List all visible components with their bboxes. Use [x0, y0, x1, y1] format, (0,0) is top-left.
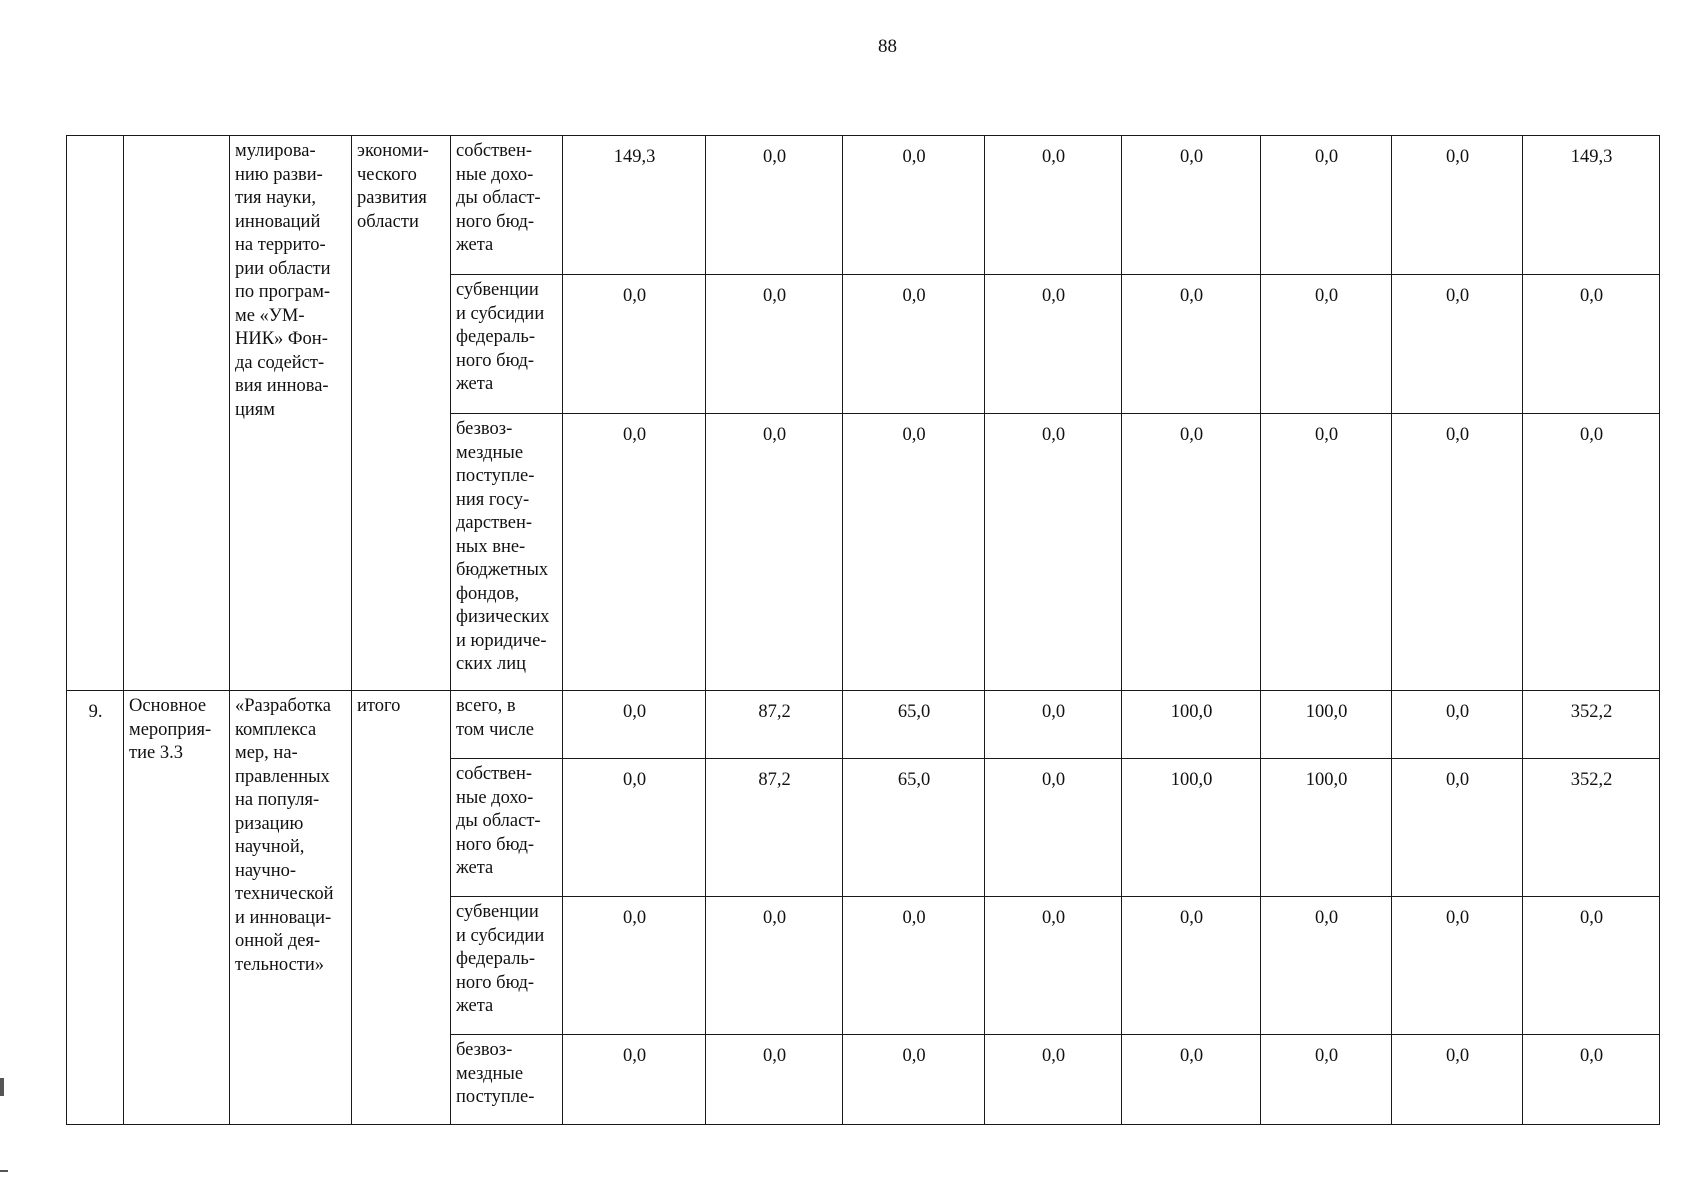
value-cell: 0,0	[563, 414, 706, 691]
value-cell: 0,0	[1122, 136, 1261, 275]
value-cell: 0,0	[843, 1035, 985, 1125]
table-body	[67, 136, 1660, 1125]
value-cell: 100,0	[1122, 691, 1261, 759]
value-cell: 0,0	[1392, 691, 1523, 759]
value-cell: 0,0	[706, 897, 843, 1035]
value-cell: 0,0	[843, 897, 985, 1035]
total-value-cell: 149,3	[1523, 136, 1660, 275]
value-cell: 0,0	[706, 414, 843, 691]
funding-source-cell: субвенции и субсидии федераль- ного бюд- жета	[451, 275, 563, 414]
value-cell: 0,0	[563, 759, 706, 897]
measure-name-cell: мулирова- нию разви- тия науки, инноваций на террито- рии области по програм- ме «УМ- НИК» Фон- да содейст- вия иннова- циям	[230, 136, 352, 691]
value-cell: 0,0	[843, 136, 985, 275]
value-cell: 100,0	[1261, 691, 1392, 759]
value-cell: 0,0	[1261, 414, 1392, 691]
executor-cell: экономи- ческого развития области	[352, 136, 451, 691]
value-cell: 0,0	[1122, 1035, 1261, 1125]
value-cell: 0,0	[1392, 759, 1523, 897]
value-cell: 0,0	[1261, 136, 1392, 275]
measure-type-cell: Основное мероприя- тие 3.3	[124, 691, 230, 1125]
table-row	[67, 691, 1660, 759]
value-cell: 0,0	[706, 136, 843, 275]
executor-cell: итого	[352, 691, 451, 1125]
value-cell: 0,0	[563, 275, 706, 414]
value-cell: 0,0	[985, 691, 1122, 759]
value-cell: 0,0	[1261, 1035, 1392, 1125]
scan-mark	[0, 1170, 8, 1172]
page-number: 88	[878, 36, 897, 57]
budget-table	[66, 135, 1660, 1125]
value-cell: 0,0	[706, 275, 843, 414]
index-cell	[67, 136, 124, 691]
value-cell: 0,0	[1392, 414, 1523, 691]
total-value-cell: 0,0	[1523, 1035, 1660, 1125]
value-cell: 0,0	[1392, 275, 1523, 414]
table-row	[67, 136, 1660, 275]
value-cell: 0,0	[985, 136, 1122, 275]
value-cell: 0,0	[1392, 897, 1523, 1035]
value-cell: 65,0	[843, 759, 985, 897]
total-value-cell: 0,0	[1523, 897, 1660, 1035]
value-cell: 0,0	[563, 691, 706, 759]
value-cell: 0,0	[843, 414, 985, 691]
scan-mark	[0, 1078, 4, 1096]
funding-source-cell: безвоз- мездные поступле- ния госу- дарствен- ных вне- бюджетных фондов, физических и юридиче- ских лиц	[451, 414, 563, 691]
value-cell: 87,2	[706, 691, 843, 759]
total-value-cell: 352,2	[1523, 691, 1660, 759]
value-cell: 0,0	[1122, 275, 1261, 414]
value-cell: 0,0	[985, 275, 1122, 414]
value-cell: 0,0	[706, 1035, 843, 1125]
value-cell: 0,0	[563, 897, 706, 1035]
total-value-cell: 0,0	[1523, 414, 1660, 691]
value-cell: 0,0	[1392, 1035, 1523, 1125]
funding-source-cell: безвоз- мездные поступле-	[451, 1035, 563, 1125]
value-cell: 0,0	[1261, 897, 1392, 1035]
measure-type-cell	[124, 136, 230, 691]
value-cell: 87,2	[706, 759, 843, 897]
value-cell: 0,0	[563, 1035, 706, 1125]
value-cell: 0,0	[985, 759, 1122, 897]
value-cell: 0,0	[1261, 275, 1392, 414]
funding-source-cell: собствен- ные дохо- ды област- ного бюд- жета	[451, 759, 563, 897]
index-cell: 9.	[67, 691, 124, 1125]
total-value-cell: 0,0	[1523, 275, 1660, 414]
value-cell: 0,0	[985, 897, 1122, 1035]
value-cell: 149,3	[563, 136, 706, 275]
value-cell: 0,0	[1122, 897, 1261, 1035]
funding-source-cell: собствен- ные дохо- ды област- ного бюд- жета	[451, 136, 563, 275]
value-cell: 0,0	[985, 414, 1122, 691]
total-value-cell: 352,2	[1523, 759, 1660, 897]
value-cell: 0,0	[1392, 136, 1523, 275]
measure-name-cell: «Разработка комплекса мер, на- правленных на популя- ризацию научной, научно- технической и инноваци- онной дея- тельности»	[230, 691, 352, 1125]
funding-source-cell: всего, в том числе	[451, 691, 563, 759]
funding-source-cell: субвенции и субсидии федераль- ного бюд- жета	[451, 897, 563, 1035]
value-cell: 100,0	[1122, 759, 1261, 897]
value-cell: 65,0	[843, 691, 985, 759]
value-cell: 0,0	[843, 275, 985, 414]
value-cell: 100,0	[1261, 759, 1392, 897]
value-cell: 0,0	[1122, 414, 1261, 691]
value-cell: 0,0	[985, 1035, 1122, 1125]
